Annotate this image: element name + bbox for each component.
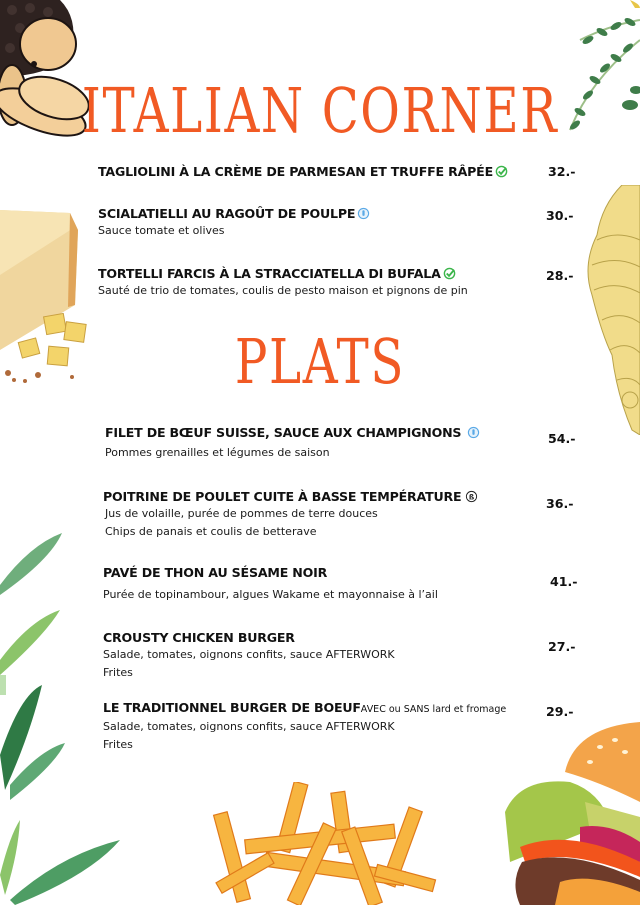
vegetarian-check-icon: [443, 267, 456, 280]
item-description: Purée de topinambour, algues Wakame et mayonnaise à l’ail: [103, 588, 438, 601]
section-title-italian-corner: ITALIAN CORNER: [81, 74, 559, 147]
item-description: Salade, tomates, oignons confits, sauce AFTERWORK: [103, 648, 395, 661]
french-fries-illustration: [205, 782, 440, 905]
item-name: PAVÉ DE THON AU SÉSAME NOIR: [103, 565, 328, 580]
burger-illustration: [500, 722, 640, 905]
poultry-origin-icon: [465, 490, 478, 503]
item-option-note: AVEC ou SANS lard et fromage: [360, 704, 507, 715]
menu-item: [103, 700, 506, 754]
menu-item: [105, 425, 480, 462]
item-description: Jus de volaille, purée de pommes de terre douces: [105, 507, 378, 520]
item-description: Chips de panais et coulis de betterave: [105, 525, 317, 538]
menu-item: [98, 164, 508, 180]
menu-item: [103, 565, 438, 604]
item-name: SCIALATIELLI AU RAGOÛT DE POULPE: [98, 206, 356, 221]
item-price: 29.-: [546, 704, 574, 719]
svg-text:ß: ß: [469, 492, 475, 502]
menu-item: [98, 266, 468, 300]
item-description: Sauce tomate et olives: [98, 224, 225, 237]
item-description: Sauté de trio de tomates, coulis de pesto maison et pignons de pin: [98, 284, 468, 297]
menu-item: [103, 489, 478, 541]
item-name: TAGLIOLINI À LA CRÈME DE PARMESAN ET TRUFFE RÂPÉE: [98, 164, 493, 179]
item-description: Frites: [103, 738, 133, 751]
menu-item: [103, 630, 395, 682]
swiss-origin-icon: [467, 426, 480, 439]
section-title-plats: PLATS: [234, 325, 406, 398]
item-name: TORTELLI FARCIS À LA STRACCIATELLA DI BUFALA: [98, 266, 441, 281]
item-price: 36.-: [546, 496, 574, 511]
item-name: POITRINE DE POULET CUITE À BASSE TEMPÉRATURE: [103, 489, 462, 504]
item-name: LE TRADITIONNEL BURGER DE BOEUF: [103, 700, 361, 715]
item-price: 28.-: [546, 268, 574, 283]
item-price: 54.-: [548, 431, 576, 446]
pasta-nest-illustration: [582, 185, 640, 435]
item-price: 32.-: [548, 164, 576, 179]
item-description: Pommes grenailles et légumes de saison: [105, 446, 330, 459]
item-description: Frites: [103, 666, 133, 679]
vegetarian-check-icon: [495, 165, 508, 178]
menu-item: [98, 206, 370, 240]
item-name: CROUSTY CHICKEN BURGER: [103, 630, 295, 645]
item-name: FILET DE BŒUF SUISSE, SAUCE AUX CHAMPIGNONS: [105, 425, 462, 440]
item-price: 30.-: [546, 208, 574, 223]
item-price: 41.-: [550, 574, 578, 589]
item-price: 27.-: [548, 639, 576, 654]
fish-info-icon: [357, 207, 370, 220]
item-description: Salade, tomates, oignons confits, sauce AFTERWORK: [103, 720, 395, 733]
